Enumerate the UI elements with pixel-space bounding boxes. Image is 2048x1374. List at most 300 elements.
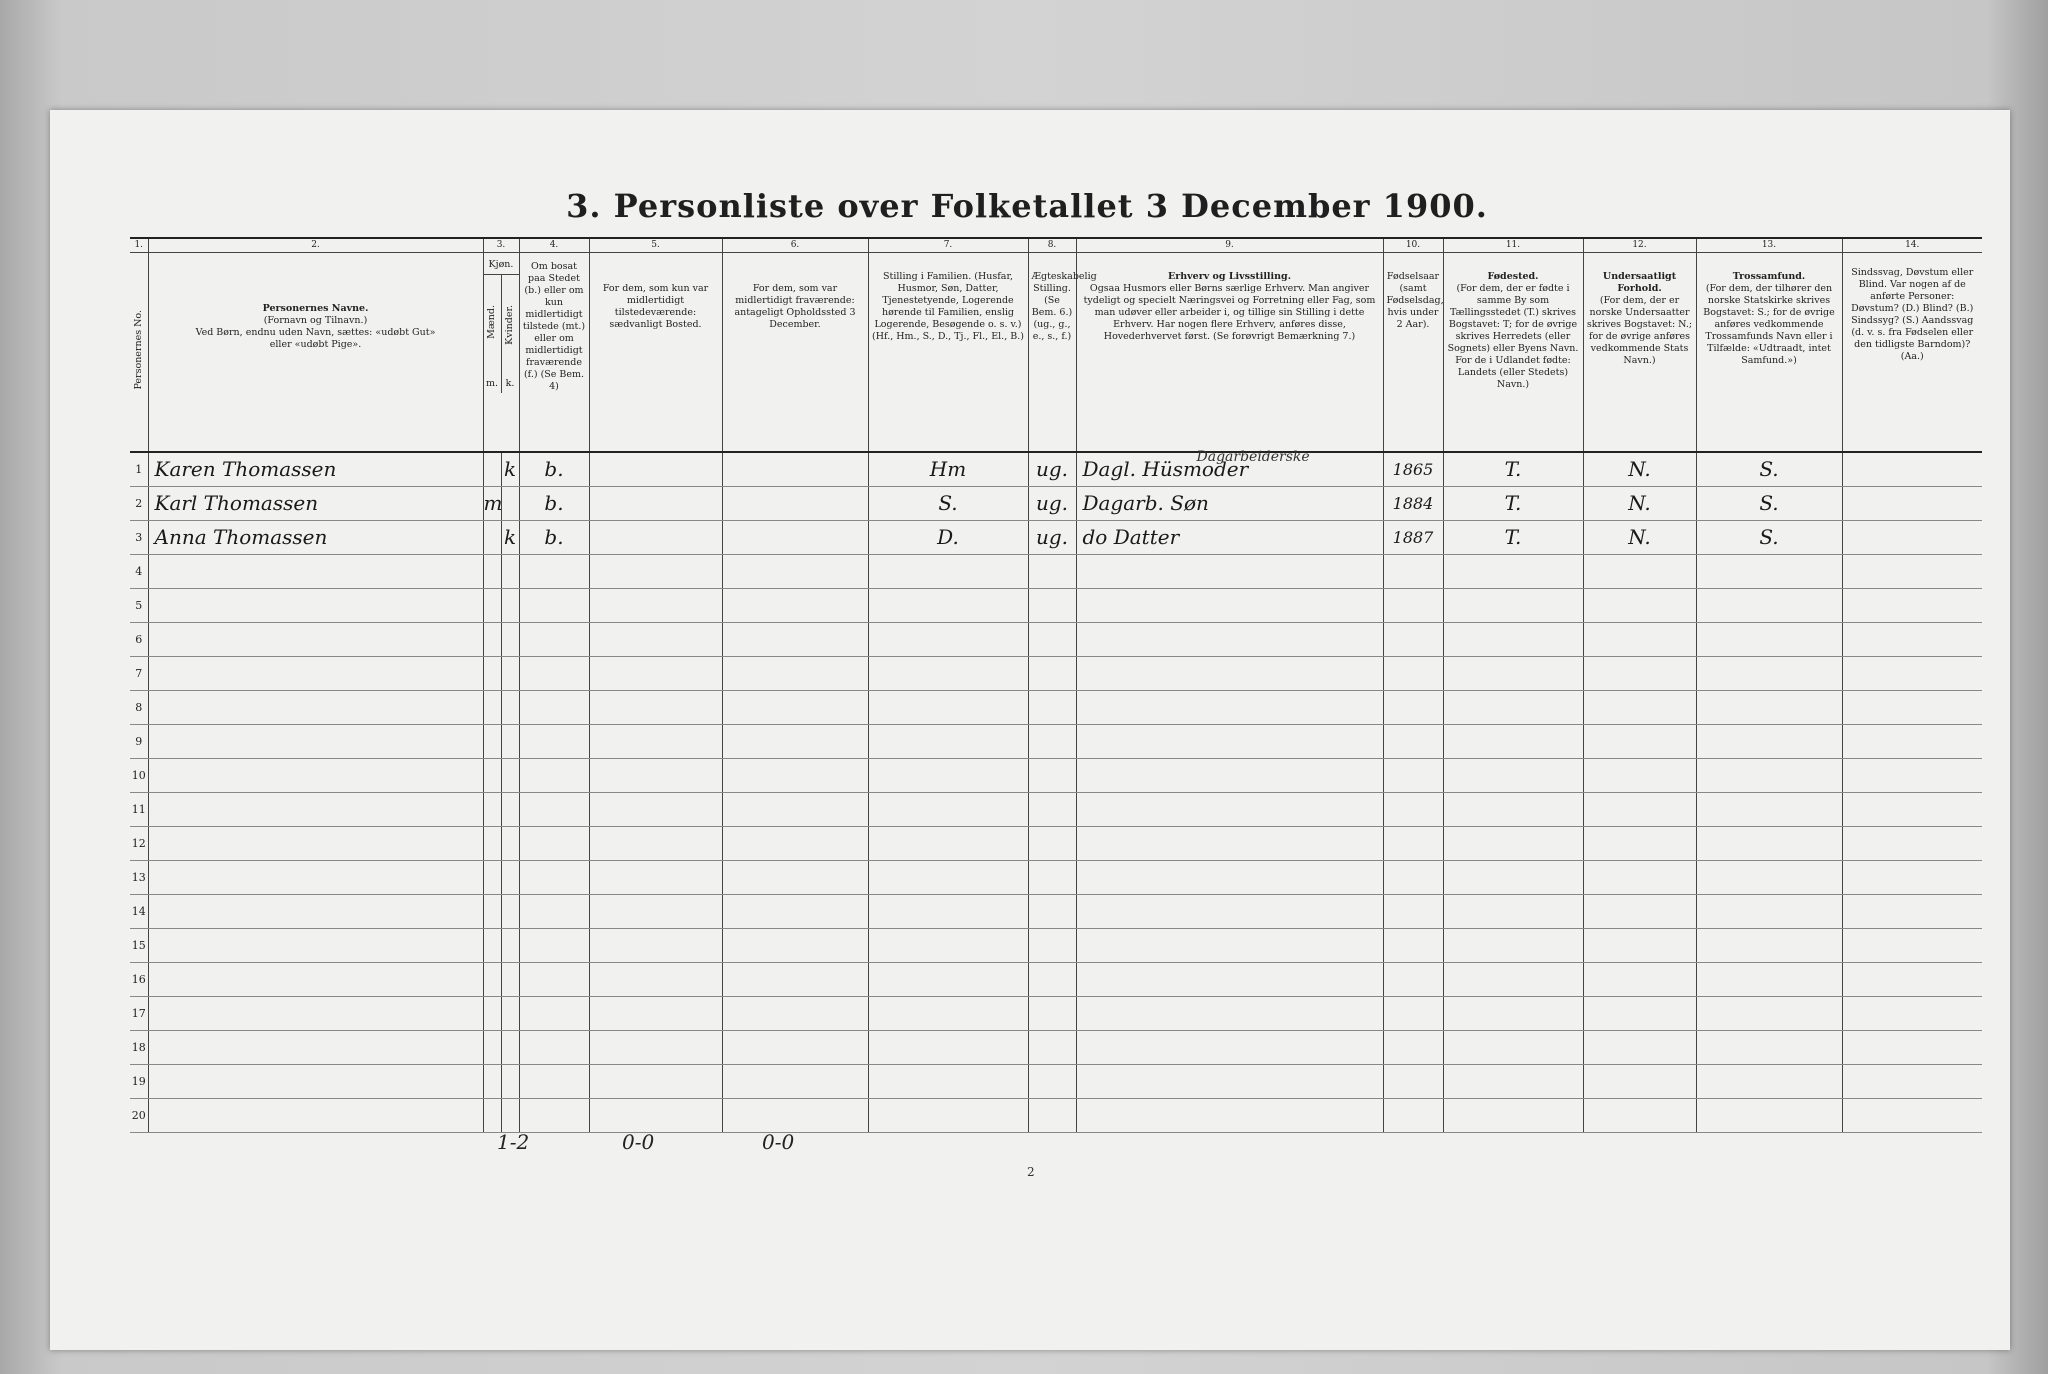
marital-status-cell <box>1028 1031 1076 1065</box>
residence-status-cell <box>519 929 589 963</box>
colnum-10: 10. <box>1383 238 1443 253</box>
occupation: Dagarb. Søn <box>1082 491 1209 515</box>
faith-cell <box>1696 963 1842 997</box>
gender-male-cell <box>483 929 501 963</box>
header-gender <box>483 253 519 453</box>
person-name-cell <box>148 691 483 725</box>
residence-status-cell <box>519 861 589 895</box>
header-names-title: Personernes Navne. <box>262 303 369 314</box>
citizenship-cell <box>1583 929 1696 963</box>
colnum-6: 6. <box>722 238 868 253</box>
faith-cell <box>1696 861 1842 895</box>
condition-cell <box>1842 452 1982 487</box>
gender-male-col <box>484 275 502 393</box>
census-table <box>130 237 1982 1133</box>
marital-status-cell <box>1028 793 1076 827</box>
colnum-1: 1. <box>130 238 148 253</box>
marital-status: ug. <box>1035 491 1069 515</box>
occupation-cell <box>1076 725 1383 759</box>
birth-year-cell <box>1383 589 1443 623</box>
condition-cell <box>1842 589 1982 623</box>
table-row <box>130 929 1982 963</box>
usual-residence-cell <box>589 827 722 861</box>
gender-male-cell <box>483 861 501 895</box>
gender-male-cell <box>483 623 501 657</box>
colnum-13: 13. <box>1696 238 1842 253</box>
person-name: Karen Thomassen <box>154 457 337 481</box>
gender-male-cell <box>483 827 501 861</box>
occupation-cell <box>1076 589 1383 623</box>
temporary-location-cell <box>722 623 868 657</box>
person-name-cell <box>148 725 483 759</box>
header-occupation-title: Erhverv og Livsstilling. <box>1167 271 1292 282</box>
colnum-7: 7. <box>868 238 1028 253</box>
marital-status-cell <box>1028 1099 1076 1133</box>
gender-female-cell <box>501 1099 519 1133</box>
colnum-8: 8. <box>1028 238 1076 253</box>
condition-cell <box>1842 759 1982 793</box>
gender-female-cell <box>501 589 519 623</box>
header-temporary-location: For dem, som var midlertidigt fraværende: antageligt Opholdssted 3 December. <box>722 253 868 453</box>
row-number-cell: 3 <box>130 521 148 555</box>
row-number-cell: 13 <box>130 861 148 895</box>
table-row <box>130 895 1982 929</box>
citizenship-cell <box>1583 623 1696 657</box>
header-birthplace <box>1443 253 1583 453</box>
marital-status-cell <box>1028 759 1076 793</box>
table-row <box>130 691 1982 725</box>
gender-female-cell <box>501 827 519 861</box>
citizenship-cell <box>1583 725 1696 759</box>
temporary-location-cell <box>722 827 868 861</box>
residence-status-cell <box>519 623 589 657</box>
row-number-cell: 16 <box>130 963 148 997</box>
faith-cell <box>1696 452 1842 487</box>
gender-female-cell <box>501 691 519 725</box>
residence-status: b. <box>544 525 564 549</box>
marital-status-cell <box>1028 487 1076 521</box>
gender-male-cell <box>483 452 501 487</box>
gender-female-cell <box>501 487 519 521</box>
column-number-row <box>130 238 1982 253</box>
header-gender-female: Kvinder. <box>504 305 515 345</box>
birthplace-cell <box>1443 521 1583 555</box>
person-name-cell <box>148 521 483 555</box>
marital-status-cell <box>1028 452 1076 487</box>
gender-male: m <box>483 491 503 515</box>
table-row <box>130 657 1982 691</box>
row-number-cell: 9 <box>130 725 148 759</box>
birthplace-cell <box>1443 725 1583 759</box>
header-citizenship-title: Undersaatligt Forhold. <box>1602 271 1677 294</box>
occupation-cell <box>1076 793 1383 827</box>
residence-status-cell <box>519 997 589 1031</box>
occupation-cell <box>1076 555 1383 589</box>
birth-year-cell <box>1383 827 1443 861</box>
occupation-cell <box>1076 895 1383 929</box>
condition-cell <box>1842 1065 1982 1099</box>
faith: S. <box>1759 491 1779 515</box>
gender-female-col <box>502 275 519 393</box>
faith-cell <box>1696 997 1842 1031</box>
family-position: Hm <box>929 457 967 481</box>
usual-residence-cell <box>589 929 722 963</box>
residence-status-cell <box>519 452 589 487</box>
person-name-cell <box>148 487 483 521</box>
gender-female-cell <box>501 895 519 929</box>
faith-cell <box>1696 759 1842 793</box>
colnum-2: 2. <box>148 238 483 253</box>
citizenship-cell <box>1583 691 1696 725</box>
faith-cell <box>1696 725 1842 759</box>
header-citizenship <box>1583 253 1696 453</box>
condition-cell <box>1842 725 1982 759</box>
family-position-cell <box>868 657 1028 691</box>
person-name-cell <box>148 895 483 929</box>
usual-residence-cell <box>589 861 722 895</box>
table-row <box>130 997 1982 1031</box>
person-name: Karl Thomassen <box>154 491 319 515</box>
citizenship-cell <box>1583 759 1696 793</box>
occupation-cell <box>1076 487 1383 521</box>
gender-split <box>484 275 519 393</box>
row-number-cell: 11 <box>130 793 148 827</box>
occupation-cell <box>1076 827 1383 861</box>
condition-cell <box>1842 487 1982 521</box>
person-name-cell <box>148 1065 483 1099</box>
table-row <box>130 452 1982 487</box>
temporary-location-cell <box>722 487 868 521</box>
condition-cell <box>1842 827 1982 861</box>
family-position: D. <box>937 525 959 549</box>
table-row <box>130 521 1982 555</box>
table-row <box>130 487 1982 521</box>
birthplace-cell <box>1443 1099 1583 1133</box>
birth-year-cell <box>1383 725 1443 759</box>
usual-residence-cell <box>589 1065 722 1099</box>
gender-female-cell <box>501 759 519 793</box>
person-name-cell <box>148 827 483 861</box>
gender-cell <box>484 253 519 399</box>
birthplace-cell <box>1443 623 1583 657</box>
residence-status-cell <box>519 657 589 691</box>
citizenship-cell <box>1583 487 1696 521</box>
faith-cell <box>1696 657 1842 691</box>
temporary-location-cell <box>722 1031 868 1065</box>
marital-status-cell <box>1028 1065 1076 1099</box>
condition-cell <box>1842 997 1982 1031</box>
table-row <box>130 793 1982 827</box>
occupation-cell <box>1076 861 1383 895</box>
citizenship: N. <box>1628 457 1651 481</box>
header-birthplace-text: (For dem, der er fødte i samme By som Tællingsstedet (T.) skrives Bogstavet: T; for de øvrige skrives Herredets (eller Sognets) eller Byens Navn. For de i Udlandet fødte: Landets (eller Stedets) Navn.) <box>1447 283 1579 390</box>
faith-cell <box>1696 1065 1842 1099</box>
gender-male-cell <box>483 963 501 997</box>
temporary-location-cell <box>722 793 868 827</box>
gender-male-cell <box>483 997 501 1031</box>
temporary-location-cell <box>722 589 868 623</box>
citizenship-cell <box>1583 963 1696 997</box>
temporary-location-cell <box>722 861 868 895</box>
gender-female-cell <box>501 1031 519 1065</box>
census-rows <box>130 449 1982 1133</box>
temporary-location-cell <box>722 691 868 725</box>
person-name-cell <box>148 793 483 827</box>
faith-cell <box>1696 793 1842 827</box>
header-birthplace-title: Fødested. <box>1487 271 1539 282</box>
marital-status-cell <box>1028 589 1076 623</box>
citizenship-cell <box>1583 589 1696 623</box>
row-number-cell: 8 <box>130 691 148 725</box>
usual-residence-cell <box>589 759 722 793</box>
condition-cell <box>1842 1099 1982 1133</box>
birth-year-cell <box>1383 759 1443 793</box>
person-name-cell <box>148 997 483 1031</box>
birth-year-cell <box>1383 929 1443 963</box>
marital-status-cell <box>1028 963 1076 997</box>
header-person-no-text: Personernes No. <box>132 310 144 390</box>
form-area <box>52 115 2002 1345</box>
gender-female-cell <box>501 929 519 963</box>
usual-residence-cell <box>589 487 722 521</box>
residence-status-cell <box>519 487 589 521</box>
occupation: do Datter <box>1082 525 1180 549</box>
residence-status-cell <box>519 759 589 793</box>
row-number-cell: 1 <box>130 452 148 487</box>
citizenship-cell <box>1583 827 1696 861</box>
temporary-location-cell <box>722 555 868 589</box>
gender-male-cell <box>483 487 501 521</box>
person-name-cell <box>148 861 483 895</box>
header-names <box>148 253 483 453</box>
birthplace-cell <box>1443 691 1583 725</box>
birth-year-cell <box>1383 963 1443 997</box>
table-row <box>130 1065 1982 1099</box>
condition-cell <box>1842 963 1982 997</box>
faith: S. <box>1759 525 1779 549</box>
birthplace-cell <box>1443 827 1583 861</box>
condition-cell <box>1842 861 1982 895</box>
condition-cell <box>1842 555 1982 589</box>
family-position-cell <box>868 589 1028 623</box>
usual-residence-cell <box>589 1031 722 1065</box>
header-citizenship-text: (For dem, der er norske Undersaatter skrives Bogstavet: N.; for de øvrige anføres vedkommende Stats Navn.) <box>1586 295 1693 366</box>
temporary-location-cell <box>722 452 868 487</box>
birth-year-cell <box>1383 861 1443 895</box>
marital-status-cell <box>1028 521 1076 555</box>
family-position-cell <box>868 861 1028 895</box>
gender-female-cell <box>501 452 519 487</box>
page-number: 2 <box>1027 1165 1035 1179</box>
gender-female-cell <box>501 793 519 827</box>
birthplace-cell <box>1443 759 1583 793</box>
occupation-cell <box>1076 1031 1383 1065</box>
gender-male-cell <box>483 1031 501 1065</box>
usual-residence-cell <box>589 793 722 827</box>
marital-status-cell <box>1028 861 1076 895</box>
birth-year-cell <box>1383 623 1443 657</box>
condition-cell <box>1842 929 1982 963</box>
person-name-cell <box>148 1031 483 1065</box>
temporary-location-cell <box>722 997 868 1031</box>
faith-cell <box>1696 1099 1842 1133</box>
family-position-cell <box>868 963 1028 997</box>
condition-cell <box>1842 1031 1982 1065</box>
birth-year: 1884 <box>1392 494 1434 513</box>
condition-cell <box>1842 895 1982 929</box>
occupation-cell <box>1076 997 1383 1031</box>
marital-status-cell <box>1028 997 1076 1031</box>
residence-status: b. <box>544 457 564 481</box>
birth-year-cell <box>1383 997 1443 1031</box>
usual-residence-cell <box>589 1099 722 1133</box>
gender-male-cell <box>483 691 501 725</box>
family-position-cell <box>868 623 1028 657</box>
gender-male-cell <box>483 1065 501 1099</box>
header-occupation-text: Ogsaa Husmors eller Børns særlige Erhverv. Man angiver tydeligt og specielt Næringsvei og Forretning eller Fag, som man udøver eller arbeider i, og tillige sin Stilling i dette Erhverv. Har nogen flere Erhverv, anføres disse, Hovederhvervet først. (Se forøvrigt Bemærkning 7.) <box>1083 283 1376 342</box>
birthplace-cell <box>1443 895 1583 929</box>
row-number-cell: 7 <box>130 657 148 691</box>
birthplace: T. <box>1504 525 1522 549</box>
birthplace-cell <box>1443 555 1583 589</box>
faith-cell <box>1696 555 1842 589</box>
birth-year-cell <box>1383 895 1443 929</box>
gender-male-cell <box>483 555 501 589</box>
table-row <box>130 725 1982 759</box>
citizenship-cell <box>1583 1065 1696 1099</box>
gender-male-cell <box>483 895 501 929</box>
birthplace-cell <box>1443 929 1583 963</box>
citizenship-cell <box>1583 657 1696 691</box>
occupation-cell <box>1076 521 1383 555</box>
row-number-cell: 10 <box>130 759 148 793</box>
family-position-cell <box>868 555 1028 589</box>
usual-residence-cell <box>589 895 722 929</box>
faith-cell <box>1696 1031 1842 1065</box>
gender-female-cell <box>501 963 519 997</box>
total-status: 0-0 <box>622 1130 655 1154</box>
usual-residence-cell <box>589 657 722 691</box>
form-title: 3. Personliste over Folketallet 3 December 1900. <box>566 187 1488 225</box>
usual-residence-cell <box>589 452 722 487</box>
usual-residence-cell <box>589 997 722 1031</box>
marital-status-cell <box>1028 623 1076 657</box>
birth-year-cell <box>1383 1031 1443 1065</box>
table-row <box>130 963 1982 997</box>
row-number-cell: 18 <box>130 1031 148 1065</box>
occupation-cell <box>1076 623 1383 657</box>
header-birth-year: Fødselsaar (samt Fødselsdag, hvis under 2 Aar). <box>1383 253 1443 453</box>
temporary-location-cell <box>722 963 868 997</box>
marital-status-cell <box>1028 691 1076 725</box>
table-row <box>130 555 1982 589</box>
citizenship-cell <box>1583 895 1696 929</box>
marital-status-cell <box>1028 895 1076 929</box>
marital-status-cell <box>1028 657 1076 691</box>
condition-cell <box>1842 521 1982 555</box>
residence-status-cell <box>519 1065 589 1099</box>
person-name-cell <box>148 929 483 963</box>
usual-residence-cell <box>589 623 722 657</box>
birthplace-cell <box>1443 793 1583 827</box>
occupation-cell <box>1076 963 1383 997</box>
gender-female: k <box>503 525 517 549</box>
residence-status-cell <box>519 691 589 725</box>
table-row <box>130 861 1982 895</box>
family-position-cell <box>868 1031 1028 1065</box>
family-position-cell <box>868 452 1028 487</box>
birthplace-cell <box>1443 1031 1583 1065</box>
person-name-cell <box>148 759 483 793</box>
citizenship-cell <box>1583 997 1696 1031</box>
residence-status-cell <box>519 555 589 589</box>
usual-residence-cell <box>589 963 722 997</box>
row-number-cell: 15 <box>130 929 148 963</box>
residence-status-cell <box>519 1031 589 1065</box>
table-row <box>130 827 1982 861</box>
row-number-cell: 20 <box>130 1099 148 1133</box>
table-row <box>130 623 1982 657</box>
family-position-cell <box>868 997 1028 1031</box>
faith-cell <box>1696 521 1842 555</box>
occupation-cell <box>1076 1065 1383 1099</box>
birth-year: 1887 <box>1392 528 1434 547</box>
occupation-cell <box>1076 1099 1383 1133</box>
row-number-cell: 2 <box>130 487 148 521</box>
family-position-cell <box>868 929 1028 963</box>
birth-year-cell <box>1383 1065 1443 1099</box>
condition-cell <box>1842 793 1982 827</box>
birth-year: 1865 <box>1392 460 1434 479</box>
bottom-totals <box>52 1130 2002 1170</box>
condition-cell <box>1842 623 1982 657</box>
marital-status-cell <box>1028 725 1076 759</box>
table-row <box>130 1031 1982 1065</box>
header-faith-text: (For dem, der tilhører den norske Statskirke skrives Bogstavet: S.; for de øvrige anføres vedkommende Trossamfunds Navn eller i Tilfælde: «Udtraadt, intet Samfund.») <box>1703 283 1835 366</box>
marital-status-cell <box>1028 929 1076 963</box>
header-gender-m: m. <box>485 378 499 389</box>
faith-cell <box>1696 691 1842 725</box>
header-gender-title: Kjøn. <box>484 253 519 275</box>
gender-male-cell <box>483 1099 501 1133</box>
usual-residence-cell <box>589 725 722 759</box>
citizenship-cell <box>1583 452 1696 487</box>
condition-cell <box>1842 657 1982 691</box>
residence-status-cell <box>519 589 589 623</box>
family-position-cell <box>868 691 1028 725</box>
residence-status-cell <box>519 1099 589 1133</box>
temporary-location-cell <box>722 725 868 759</box>
family-position-cell <box>868 1099 1028 1133</box>
family-position-cell <box>868 793 1028 827</box>
occupation-cell <box>1076 929 1383 963</box>
citizenship-cell <box>1583 555 1696 589</box>
birthplace-cell <box>1443 997 1583 1031</box>
colnum-11: 11. <box>1443 238 1583 253</box>
family-position-cell <box>868 725 1028 759</box>
residence-status-cell <box>519 895 589 929</box>
temporary-location-cell <box>722 1099 868 1133</box>
residence-status-cell <box>519 793 589 827</box>
colnum-4: 4. <box>519 238 589 253</box>
birthplace-cell <box>1443 589 1583 623</box>
gender-female: k <box>503 457 517 481</box>
birthplace-cell <box>1443 963 1583 997</box>
birthplace-cell <box>1443 452 1583 487</box>
total-absent: 0-0 <box>762 1130 795 1154</box>
occupation-overwrite: Dagarbeiderske <box>1196 449 1310 465</box>
table-row <box>130 1099 1982 1133</box>
